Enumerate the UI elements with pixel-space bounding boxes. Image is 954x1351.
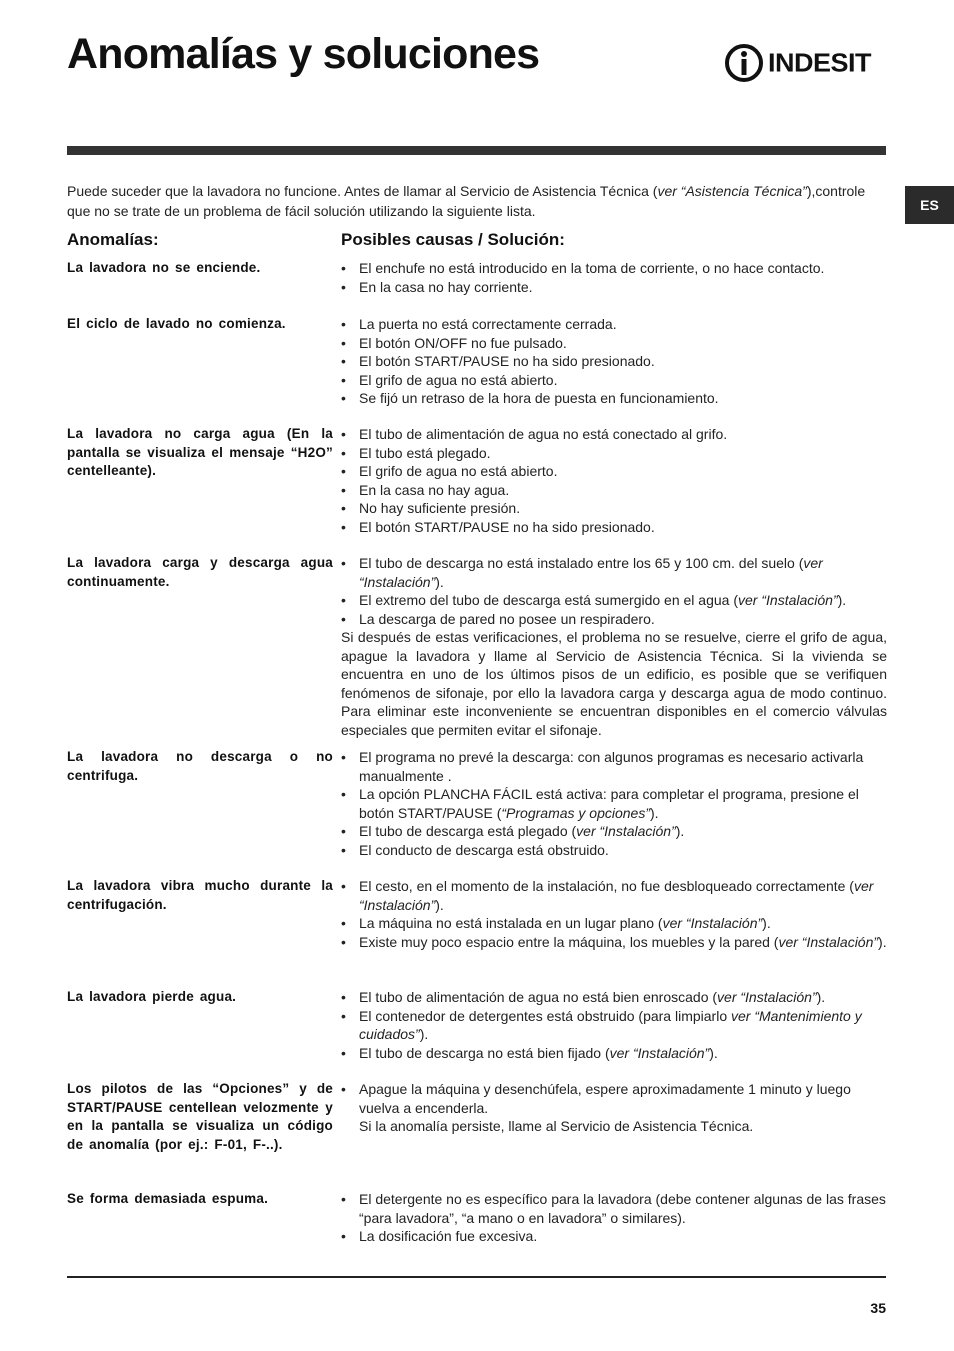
cause-reference: ver “Instalación”	[738, 592, 838, 608]
cause-item: • El grifo de agua no está abierto.	[341, 371, 887, 390]
cause-reference: ver “Mantenimiento y cuidados”	[359, 1007, 862, 1042]
solution-cell	[341, 425, 887, 536]
cause-item: • El grifo de agua no está abierto.	[341, 462, 887, 481]
cause-item: • La dosificación fue excesiva.	[341, 1227, 887, 1246]
cause-item: • El programa no prevé la descarga: con algunos programas es necesario activarla manualmente .	[341, 748, 887, 785]
cause-item: • Se fijó un retraso de la hora de puesta en funcionamiento.	[341, 389, 887, 408]
cause-reference: ver “Instalación”	[359, 878, 874, 913]
cause-item: • El enchufe no está introducido en la toma de corriente, o no hace contacto.	[341, 259, 887, 278]
cause-text: El tubo de descarga está plegado (	[359, 823, 577, 839]
brand-name: INDESIT	[768, 48, 872, 77]
cause-text: La opción PLANCHA FÁCIL está activa: para completar el programa, presione el botón START/PAUSE (	[359, 786, 859, 821]
language-tab: ES	[905, 186, 954, 224]
brand-logo	[724, 42, 888, 84]
cause-item	[341, 988, 887, 1007]
cause-text: El extremo del tubo de descarga está sumergido en el agua (	[359, 592, 739, 608]
cause-text: El cesto, en el momento de la instalación, no fue desbloqueado correctamente (	[359, 878, 854, 894]
cause-text: Existe muy poco espacio entre la máquina, los muebles y la pared (	[359, 933, 779, 950]
cause-tail: ).	[762, 915, 771, 931]
cause-item	[341, 1007, 887, 1044]
anomalies-heading: Anomalías:	[67, 230, 159, 249]
cause-tail: ).	[878, 933, 887, 950]
causes-list	[341, 1080, 887, 1117]
cause-item: • El botón START/PAUSE no ha sido presionado.	[341, 352, 887, 371]
causes-list	[341, 259, 887, 296]
cause-reference: ver “Instalación”	[778, 933, 879, 950]
anomaly-label: La lavadora no carga agua (En la pantalla se visualiza el mensaje “H2O” centelleante).	[67, 426, 333, 478]
solution-cell	[341, 748, 887, 859]
causes-list	[341, 748, 887, 859]
anomaly-label: Los pilotos de las “Opciones” y de START/PAUSE centellean velozmente y en la pantalla se visualiza un código de anomalía (por ej.: F-01, F-..).	[67, 1081, 333, 1152]
intro-reference: ver “Asistencia Técnica”	[657, 183, 807, 199]
cause-item: • No hay suficiente presión.	[341, 499, 887, 518]
anomaly-label: La lavadora carga y descarga agua continuamente.	[67, 555, 333, 589]
solutions-heading: Posibles causas / Solución:	[341, 230, 565, 249]
causes-list	[341, 554, 887, 628]
cause-item	[341, 822, 887, 841]
cause-tail: ).	[837, 592, 847, 608]
cause-item	[341, 785, 887, 822]
anomaly-label: Se forma demasiada espuma.	[67, 1191, 269, 1206]
cause-reference: ver “Instalación”	[359, 555, 823, 590]
causes-list	[341, 425, 887, 536]
cause-reference: ver “Instalación”	[576, 823, 676, 839]
cause-item: • En la casa no hay agua.	[341, 481, 887, 500]
cause-item: • El tubo está plegado.	[341, 444, 887, 463]
cause-item: • El botón START/PAUSE no ha sido presionado.	[341, 518, 887, 537]
solution-cell	[341, 1080, 887, 1136]
solution-cell	[341, 315, 887, 408]
cause-item	[341, 554, 887, 591]
cause-item: • Apague la máquina y desenchúfela, espere aproximadamente 1 minuto y luego vuelva a encenderla.	[341, 1080, 887, 1117]
cause-reference: ver “Instalación”	[662, 915, 763, 931]
indesit-i-icon	[724, 43, 764, 83]
solution-continuation: Si la anomalía persiste, llame al Servicio de Asistencia Técnica.	[359, 1118, 754, 1134]
page-number: 35	[870, 1300, 886, 1316]
anomaly-label: La lavadora vibra mucho durante la centrifugación.	[67, 878, 333, 912]
intro-paragraph	[67, 181, 889, 221]
solution-cell	[341, 259, 887, 296]
causes-list	[341, 877, 887, 951]
cause-item: • El detergente no es específico para la lavadora (debe contener algunas de las frases “para lavadora”, “a mano o en lavadora” o similares).	[341, 1190, 887, 1227]
cause-tail: ).	[650, 804, 659, 821]
causes-list	[341, 315, 887, 408]
cause-item: • El conducto de descarga está obstruido.	[341, 841, 887, 860]
cause-reference: ver “Instalación”	[609, 1044, 710, 1061]
cause-item	[341, 914, 887, 933]
cause-item: • El tubo de alimentación de agua no está conectado al grifo.	[341, 425, 887, 444]
anomaly-label: La lavadora pierde agua.	[67, 989, 237, 1004]
solution-cell	[341, 877, 887, 951]
cause-reference: “Programas y opciones”	[501, 804, 651, 821]
cause-text: El tubo de alimentación de agua no está bien enroscado (	[359, 989, 718, 1005]
cause-text: El contenedor de detergentes está obstruido (para limpiarlo	[359, 1007, 731, 1024]
cause-text: El tubo de descarga no está instalado entre los 65 y 100 cm. del suelo (	[359, 555, 804, 571]
solution-cell	[341, 554, 887, 739]
intro-text: Puede suceder que la lavadora no funcione. Antes de llamar al Servicio de Asistencia Técnica (	[67, 183, 658, 199]
cause-item: • El botón ON/OFF no fue pulsado.	[341, 334, 887, 353]
cause-item	[341, 933, 887, 952]
cause-item	[341, 591, 887, 610]
solution-note: Si después de estas verificaciones, el problema no se resuelve, cierre el grifo de agua, apague la lavadora y llame al Servicio de Asistencia Técnica. Si la vivienda se encuentra en uno de los últimos pisos de un edificio, es posible que se verifiquen fenómenos de sifonaje, por ello la lavadora carga y descarga agua de modo continuo. Para eliminar este inconveniente se encuentran disponibles en el comercio válvulas especiales que permiten evitar el sifonaje.	[341, 629, 887, 738]
cause-tail: ).	[709, 1044, 718, 1061]
anomaly-label: La lavadora no descarga o no centrifuga.	[67, 749, 333, 783]
cause-item	[341, 1044, 887, 1063]
solution-cell	[341, 988, 887, 1062]
solution-cell	[341, 1190, 887, 1246]
causes-list	[341, 988, 887, 1062]
cause-item: • La descarga de pared no posee un respiradero.	[341, 610, 887, 629]
causes-list	[341, 1190, 887, 1246]
page-title: Anomalías y soluciones	[67, 30, 540, 78]
cause-tail: ).	[435, 573, 444, 590]
cause-reference: ver “Instalación”	[717, 989, 817, 1005]
cause-text: La máquina no está instalada en un lugar plano (	[359, 915, 663, 931]
cause-item: • En la casa no hay corriente.	[341, 278, 887, 297]
anomaly-label: La lavadora no se enciende.	[67, 260, 261, 275]
cause-tail: ).	[675, 823, 685, 839]
cause-tail: ).	[816, 989, 826, 1005]
cause-item: • La puerta no está correctamente cerrada.	[341, 315, 887, 334]
cause-text: El tubo de descarga no está bien fijado (	[359, 1044, 610, 1061]
cause-item	[341, 877, 887, 914]
anomaly-label: El ciclo de lavado no comienza.	[67, 316, 286, 331]
cause-tail: ).	[419, 1026, 429, 1042]
footer-divider	[67, 1276, 886, 1278]
intro-text-end: ),controle que no se trate de un problema de fácil solución utilizando la siguiente lista.	[67, 183, 866, 219]
header-divider	[67, 146, 886, 155]
cause-tail: ).	[435, 896, 444, 913]
